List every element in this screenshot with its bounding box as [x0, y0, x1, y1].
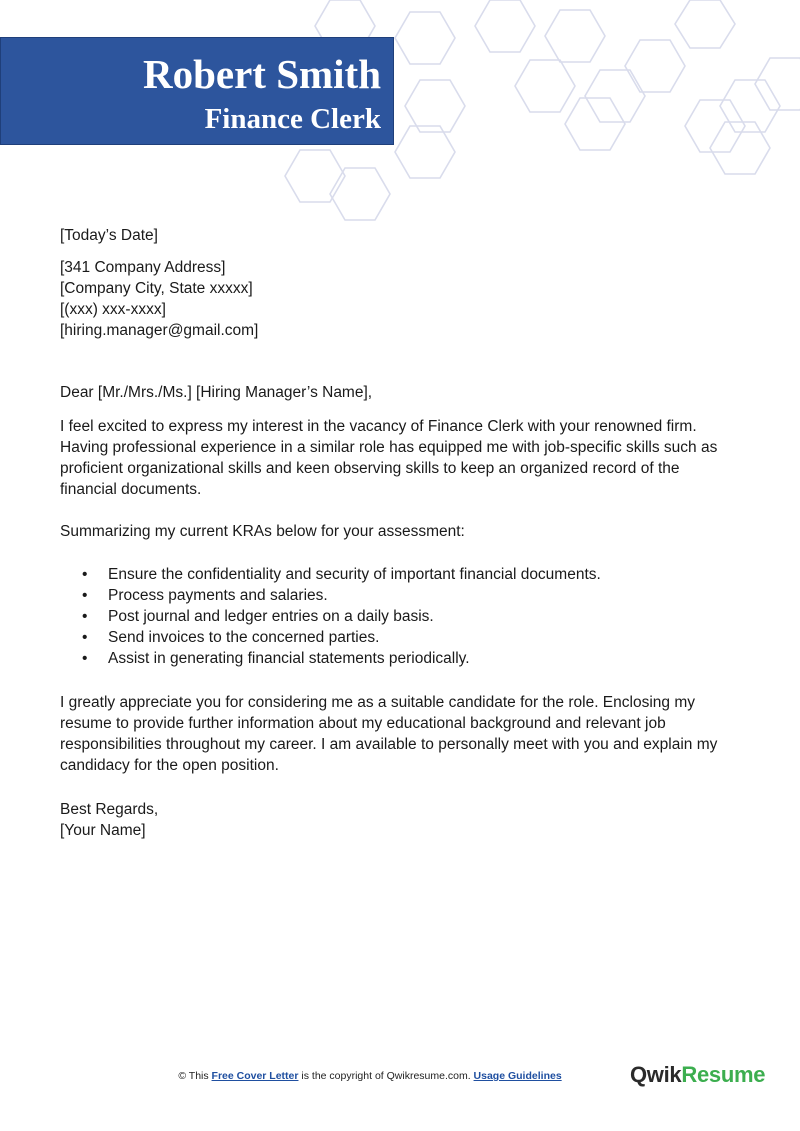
- bullet-icon: •: [82, 650, 88, 667]
- logo-part-resume: Resume: [681, 1062, 766, 1087]
- bullet-icon: •: [82, 629, 88, 646]
- footer-middle: is the copyright of Qwikresume.com.: [298, 1070, 474, 1082]
- list-item: [60, 627, 601, 648]
- kra-text: Ensure the confidentiality and security of important financial documents.: [108, 566, 601, 583]
- recipient-address-block: [60, 257, 760, 341]
- free-cover-letter-link[interactable]: Free Cover Letter: [211, 1070, 299, 1082]
- copyright-footer: [150, 1070, 590, 1082]
- address-line: [Company City, State xxxxx]: [60, 280, 253, 297]
- signature: [Your Name]: [60, 822, 146, 839]
- usage-guidelines-link[interactable]: Usage Guidelines: [473, 1070, 562, 1082]
- paragraph-line: candidacy for the open position.: [60, 757, 279, 774]
- signoff: Best Regards,: [60, 801, 159, 818]
- kra-text: Post journal and ledger entries on a daily basis.: [108, 608, 434, 625]
- kra-text: Process payments and salaries.: [108, 587, 328, 604]
- letter-date: [Today’s Date]: [60, 227, 158, 244]
- bullet-icon: •: [82, 566, 88, 583]
- paragraph-line: financial documents.: [60, 481, 202, 498]
- salutation: Dear [Mr./Mrs./Ms.] [Hiring Manager’s Name],: [60, 384, 373, 401]
- bullet-icon: •: [82, 608, 88, 625]
- paragraph-line: Having professional experience in a similar role has equipped me with job-specific skills such as: [60, 439, 718, 456]
- candidate-name: Robert Smith: [142, 51, 381, 97]
- list-item: [60, 606, 601, 627]
- intro-paragraph: [60, 416, 760, 500]
- bullet-icon: •: [82, 587, 88, 604]
- candidate-job-title: Finance Clerk: [204, 103, 381, 135]
- paragraph-line: I greatly appreciate you for considering me as a suitable candidate for the role. Enclosing my: [60, 694, 695, 711]
- paragraph-line: proficient organizational skills and keen observing skills to keep an organized record of the: [60, 460, 680, 477]
- logo-part-qwik: Qwik: [630, 1062, 682, 1087]
- header-banner: [0, 37, 394, 145]
- list-item: [60, 564, 601, 585]
- footer-prefix: © This: [178, 1070, 212, 1082]
- paragraph-line: I feel excited to express my interest in the vacancy of Finance Clerk with your renowned firm.: [60, 418, 697, 435]
- address-line: [341 Company Address]: [60, 259, 226, 276]
- address-line: [(xxx) xxx-xxxx]: [60, 301, 166, 318]
- list-item: [60, 585, 601, 606]
- kra-text: Assist in generating financial statements periodically.: [108, 650, 470, 667]
- kra-intro: Summarizing my current KRAs below for your assessment:: [60, 523, 465, 540]
- list-item: [60, 648, 601, 669]
- closing-paragraph: [60, 692, 760, 776]
- address-line: [hiring.manager@gmail.com]: [60, 322, 259, 339]
- qwikresume-logo[interactable]: [630, 1062, 765, 1088]
- kra-list: [60, 564, 601, 669]
- paragraph-line: resume to provide further information about my educational background and relevant job: [60, 715, 666, 732]
- kra-text: Send invoices to the concerned parties.: [108, 629, 380, 646]
- paragraph-line: responsibilities throughout my career. I am available to personally meet with you and explain my: [60, 736, 718, 753]
